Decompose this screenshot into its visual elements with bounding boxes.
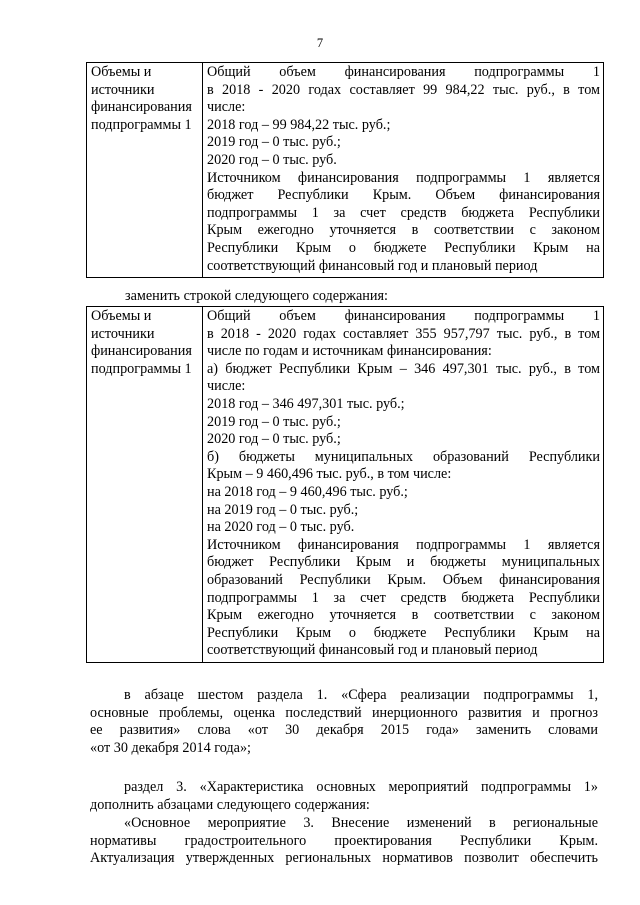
content-line: Республики Крым о бюджете Республики Крым на <box>207 239 600 256</box>
label-line: подпрограммы 1 <box>91 360 192 377</box>
content-line: 2019 год – 0 тыс. руб.; <box>207 134 341 151</box>
paragraph-section-3-amendment <box>90 779 598 814</box>
content-line: на 2020 год – 0 тыс. руб. <box>207 519 355 536</box>
paragraph-main-activity-3 <box>90 815 598 868</box>
label-line: Объемы и <box>91 64 152 80</box>
content-line: Крым – 9 460,496 тыс. руб., в том числе: <box>207 466 452 483</box>
content-line: в 2018 - 2020 годах составляет 355 957,797 тыс. руб., в том <box>207 325 600 342</box>
label-line: Объемы и <box>91 308 152 324</box>
content-line: в 2018 - 2020 годах составляет 99 984,22 тыс. руб., в том <box>207 81 600 98</box>
label-line: источники <box>91 81 155 98</box>
label-line: финансирования <box>91 343 192 360</box>
content-line: числе: <box>207 99 246 116</box>
paragraph-line: Актуализация утвержденных региональных нормативов позволит обеспечить <box>90 850 598 867</box>
financing-label-cell <box>87 63 203 278</box>
replace-intro-text: заменить строкой следующего содержания: <box>125 288 388 304</box>
content-line: соответствующий финансовый год и плановый период <box>207 257 538 274</box>
content-line: Общий объем финансирования подпрограммы 1 <box>207 308 600 324</box>
content-line: числе: <box>207 378 246 395</box>
content-line: на 2019 год – 0 тыс. руб.; <box>207 501 359 518</box>
content-line: соответствующий финансовый год и плановый период <box>207 642 538 659</box>
content-line: Общий объем финансирования подпрограммы 1 <box>207 64 600 80</box>
content-line: 2020 год – 0 тыс. руб.; <box>207 431 341 448</box>
paragraph-line: основные проблемы, оценка последствий инерционного развития и прогноз <box>90 704 598 721</box>
content-line: 2020 год – 0 тыс. руб. <box>207 151 337 168</box>
content-line: Крым ежегодно уточняется в соответствии с законом <box>207 222 600 239</box>
content-line: 2018 год – 99 984,22 тыс. руб.; <box>207 116 391 133</box>
label-line: источники <box>91 325 155 342</box>
content-line: Республики Крым о бюджете Республики Крым на <box>207 624 600 641</box>
paragraph-line: нормативы градостроительного проектирования Республики Крым. <box>90 832 598 849</box>
content-line: подпрограммы 1 за счет средств бюджета Республики <box>207 589 600 606</box>
financing-table-old <box>86 62 604 278</box>
content-line: 2019 год – 0 тыс. руб.; <box>207 413 341 430</box>
content-line: 2018 год – 346 497,301 тыс. руб.; <box>207 395 405 412</box>
content-line: б) бюджеты муниципальных образований Республики <box>207 448 600 465</box>
table-row <box>87 63 604 278</box>
content-line: Источником финансирования подпрограммы 1 является <box>207 536 600 553</box>
content-line: подпрограммы 1 за счет средств бюджета Республики <box>207 204 600 221</box>
content-line: а) бюджет Республики Крым – 346 497,301 тыс. руб., в том <box>207 360 600 377</box>
financing-content-cell <box>203 63 604 278</box>
paragraph-line: «Основное мероприятие 3. Внесение изменений в региональные <box>124 815 598 831</box>
paragraph-line: раздел 3. «Характеристика основных мероприятий подпрограммы 1» <box>124 779 598 795</box>
page-number: 7 <box>316 36 324 50</box>
paragraph-section-1-amendment <box>90 687 598 757</box>
content-line: на 2018 год – 9 460,496 тыс. руб.; <box>207 483 408 500</box>
content-line: образований Республики Крым. Объем финансирования <box>207 571 600 588</box>
content-line: Крым ежегодно уточняется в соответствии с законом <box>207 607 600 624</box>
content-line: бюджет Республики Крым и бюджеты муниципальных <box>207 554 600 571</box>
paragraph-line: дополнить абзацами следующего содержания: <box>90 796 370 813</box>
table-row <box>87 307 604 663</box>
paragraph-line: в абзаце шестом раздела 1. «Сфера реализации подпрограммы 1, <box>124 687 598 703</box>
paragraph-line: «от 30 декабря 2014 года»; <box>90 739 251 756</box>
content-line: числе по годам и источникам финансирования: <box>207 343 492 360</box>
financing-content-cell <box>203 307 604 663</box>
label-line: финансирования <box>91 99 192 116</box>
financing-table-new <box>86 306 604 663</box>
content-line: Источником финансирования подпрограммы 1 является <box>207 169 600 186</box>
content-line: бюджет Республики Крым. Объем финансирования <box>207 187 600 204</box>
financing-label-cell <box>87 307 203 663</box>
paragraph-line: ее развития» слова «от 30 декабря 2015 года» заменить словами <box>90 722 598 739</box>
label-line: подпрограммы 1 <box>91 116 192 133</box>
